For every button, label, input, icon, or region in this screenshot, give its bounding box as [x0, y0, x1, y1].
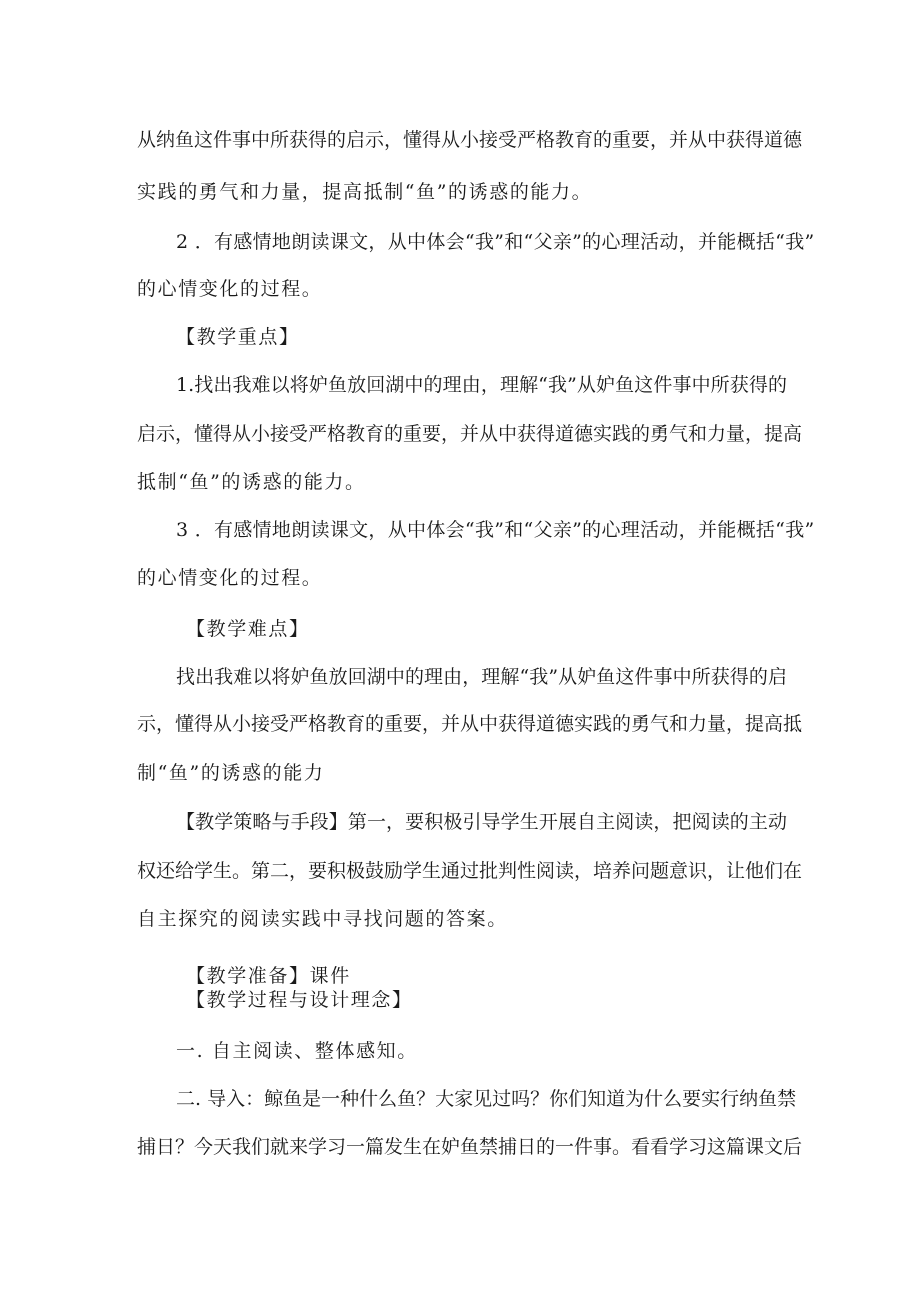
- teaching-preparation: 【教学准备】课件: [186, 965, 351, 987]
- heading-teaching-process: 【教学过程与设计理念】: [186, 989, 413, 1011]
- heading-difficult-points: 【教学难点】: [186, 618, 310, 640]
- paragraph-3-line-2: 启示，懂得从小接受严格教育的重要，并从中获得道德实践的勇气和力量，提高: [137, 423, 803, 445]
- paragraph-4-line-1: 3 ．有感情地朗读课文，从中体会“我”和“父亲”的心理活动，并能概括“我”: [176, 519, 815, 541]
- paragraph-6-line-2: 权还给学生。第二，要积极鼓励学生通过批判性阅读，培养问题意识，让他们在: [137, 860, 803, 882]
- paragraph-3-line-3: 抵制“鱼”的诱惑的能力。: [137, 471, 366, 493]
- paragraph-2-line-2: 的心情变化的过程。: [137, 278, 323, 300]
- paragraph-5-line-1: 找出我难以将妒鱼放回湖中的理由，理解“我”从妒鱼这件事中所获得的启: [176, 666, 787, 688]
- step-2-line-1: 二. 导入：鲸鱼是一种什么鱼？大家见过吗？你们知道为什么要实行纳鱼禁: [176, 1088, 797, 1110]
- heading-key-points: 【教学重点】: [176, 326, 300, 348]
- paragraph-1-line-2: 实践的勇气和力量，提高抵制“鱼”的诱惑的能力。: [137, 181, 593, 203]
- step-2-line-2: 捕日？今天我们就来学习一篇发生在妒鱼禁捕日的一件事。看看学习这篇课文后: [137, 1136, 803, 1158]
- paragraph-5-line-3: 制“鱼”的诱惑的能力: [137, 762, 325, 784]
- paragraph-4-line-2: 的心情变化的过程。: [137, 567, 323, 589]
- paragraph-3-line-1: 1.找出我难以将妒鱼放回湖中的理由，理解“我”从妒鱼这件事中所获得的: [176, 374, 787, 396]
- paragraph-2-line-1: 2 ．有感情地朗读课文，从中体会“我”和“父亲”的心理活动，并能概括“我”: [176, 231, 815, 253]
- step-1: 一. 自主阅读、整体感知。: [176, 1040, 418, 1062]
- paragraph-6-line-1: 【教学策略与手段】第一，要积极引导学生开展自主阅读，把阅读的主动: [176, 811, 787, 833]
- paragraph-1-line-1: 从纳鱼这件事中所获得的启示，懂得从小接受严格教育的重要，并从中获得道德: [137, 129, 803, 151]
- paragraph-5-line-2: 示，懂得从小接受严格教育的重要，并从中获得道德实践的勇气和力量，提高抵: [137, 713, 803, 735]
- paragraph-6-line-3: 自主探究的阅读实践中寻找问题的答案。: [137, 908, 508, 930]
